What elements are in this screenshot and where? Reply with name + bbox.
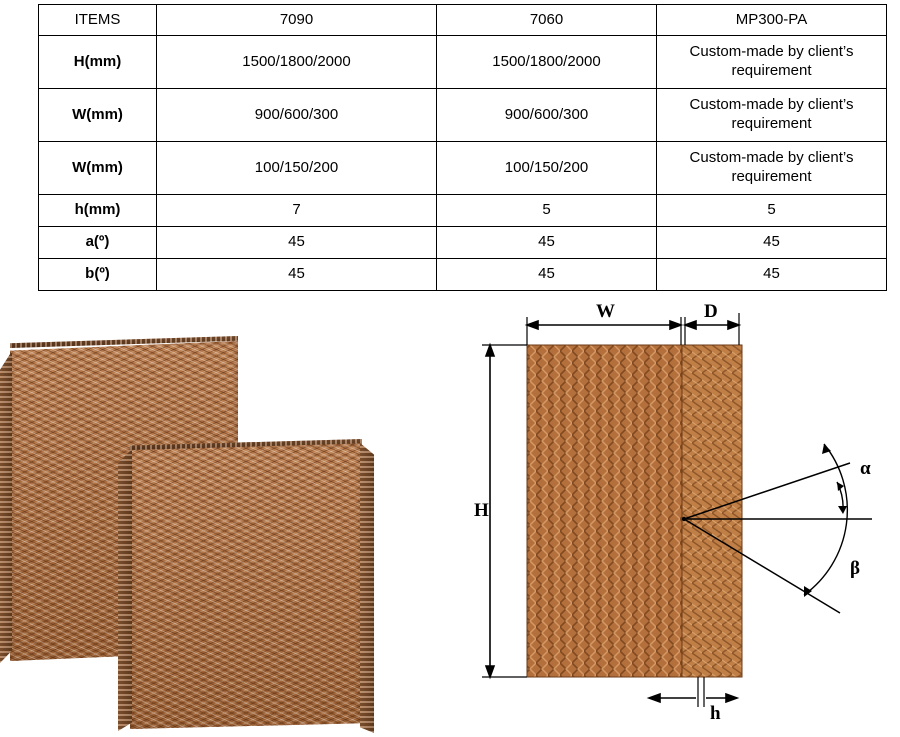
column-header-items: ITEMS bbox=[39, 5, 157, 36]
row-label-w-mm-2: W(mm) bbox=[39, 142, 157, 195]
diagram-pad-front-face bbox=[527, 345, 682, 677]
pad-left-edge bbox=[0, 351, 12, 663]
pad-left-edge bbox=[118, 449, 132, 731]
pad-dimension-diagram bbox=[452, 303, 900, 733]
row-label-a-deg: a(º) bbox=[39, 227, 157, 259]
cell-mp300pa: 45 bbox=[657, 259, 887, 291]
table-row bbox=[39, 36, 887, 89]
cell-7060: 900/600/300 bbox=[437, 89, 657, 142]
pad-face bbox=[130, 443, 362, 729]
spec-table-container bbox=[0, 0, 900, 291]
diagram-svg bbox=[452, 303, 900, 733]
cell-7060: 5 bbox=[437, 195, 657, 227]
cell-7060: 45 bbox=[437, 259, 657, 291]
column-header-mp300pa: MP300-PA bbox=[657, 5, 887, 36]
column-header-7090: 7090 bbox=[157, 5, 437, 36]
cell-7090: 45 bbox=[157, 227, 437, 259]
dimension-line-flute-height bbox=[649, 677, 737, 707]
spec-table bbox=[38, 4, 887, 291]
cell-7060: 45 bbox=[437, 227, 657, 259]
column-header-7060: 7060 bbox=[437, 5, 657, 36]
table-header-row bbox=[39, 5, 887, 36]
cell-mp300pa: Custom-made by client’s requirement bbox=[657, 89, 887, 142]
label-angle-alpha: α bbox=[860, 458, 871, 479]
pad-block-short bbox=[118, 443, 378, 737]
label-height-h: H bbox=[474, 500, 489, 521]
cell-7090: 900/600/300 bbox=[157, 89, 437, 142]
cell-mp300pa: 5 bbox=[657, 195, 887, 227]
cell-7090: 45 bbox=[157, 259, 437, 291]
cell-7090: 1500/1800/2000 bbox=[157, 36, 437, 89]
label-flute-height-h: h bbox=[710, 703, 721, 724]
figures-area bbox=[0, 303, 900, 733]
table-row bbox=[39, 227, 887, 259]
cell-7060: 100/150/200 bbox=[437, 142, 657, 195]
row-label-b-deg: b(º) bbox=[39, 259, 157, 291]
cell-mp300pa: Custom-made by client’s requirement bbox=[657, 36, 887, 89]
table-row bbox=[39, 89, 887, 142]
label-width-w: W bbox=[596, 301, 615, 322]
pad-right-edge bbox=[360, 443, 374, 733]
cooling-pad-photo bbox=[0, 325, 440, 729]
row-label-w-mm-1: W(mm) bbox=[39, 89, 157, 142]
table-row bbox=[39, 142, 887, 195]
row-label-h-mm: H(mm) bbox=[39, 36, 157, 89]
label-angle-beta: β bbox=[850, 558, 861, 579]
table-row bbox=[39, 259, 887, 291]
cell-7060: 1500/1800/2000 bbox=[437, 36, 657, 89]
cell-mp300pa: 45 bbox=[657, 227, 887, 259]
cell-mp300pa: Custom-made by client’s requirement bbox=[657, 142, 887, 195]
row-label-h-small-mm: h(mm) bbox=[39, 195, 157, 227]
cell-7090: 100/150/200 bbox=[157, 142, 437, 195]
cell-7090: 7 bbox=[157, 195, 437, 227]
table-row bbox=[39, 195, 887, 227]
diagram-pad-depth-face bbox=[682, 345, 742, 677]
label-depth-d: D bbox=[704, 301, 718, 322]
